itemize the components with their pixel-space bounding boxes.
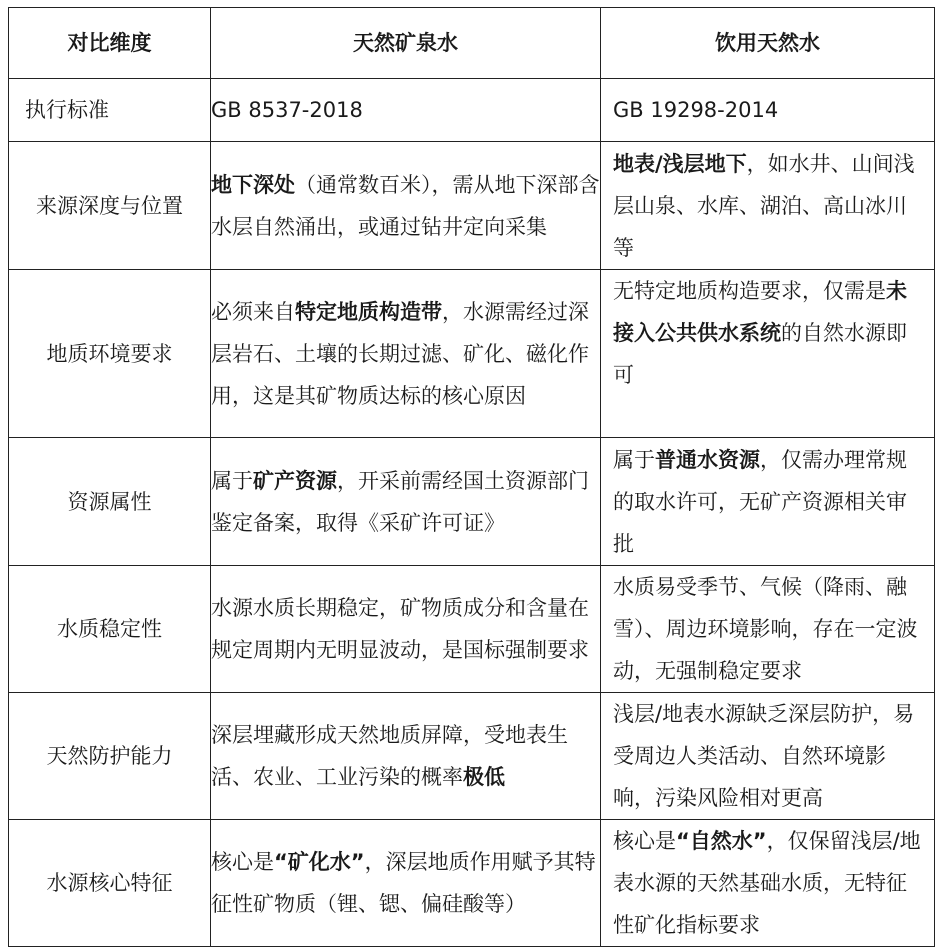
cell-text: 水源水质长期稳定，矿物质成分和含量在规定周期内无明显波动，是国标强制要求 — [211, 596, 589, 662]
cell-text: GB 19298-2014 — [613, 98, 779, 122]
mineral-cell — [211, 566, 601, 693]
cell-text: （通常数百米），需从地下深部含水层自然涌出，或通过钻井定向采集 — [211, 172, 600, 239]
emphasis-text: “自然水” — [676, 829, 767, 853]
mineral-cell — [211, 820, 601, 947]
table-row — [9, 79, 935, 142]
cell-text: ，水源需经过深层岩石、土壤的长期过滤、矿化、磁化作用，这是其矿物质达标的核心原因 — [211, 299, 589, 408]
table-row — [9, 142, 935, 270]
emphasis-text: 特定地质构造带 — [295, 299, 442, 324]
dimension-cell: 地质环境要求 — [9, 270, 211, 438]
header-mineral-water: 天然矿泉水 — [211, 8, 601, 79]
cell-text: 必须来自 — [211, 299, 295, 324]
dimension-cell: 执行标准 — [9, 79, 211, 142]
cell-text: 核心是 — [613, 829, 676, 853]
table-row — [9, 270, 935, 438]
dimension-cell: 水质稳定性 — [9, 566, 211, 693]
emphasis-text: “矿化水” — [274, 850, 365, 874]
header-row — [9, 8, 935, 79]
drinking-cell — [601, 438, 935, 566]
cell-text: 深层埋藏形成天然地质屏障，受地表生活、农业、工业污染的概率 — [211, 723, 568, 789]
table-row — [9, 820, 935, 947]
dimension-cell: 水源核心特征 — [9, 820, 211, 947]
header-dimension: 对比维度 — [9, 8, 211, 79]
table-row — [9, 438, 935, 566]
cell-text: 属于 — [211, 468, 253, 493]
drinking-cell — [601, 270, 935, 438]
mineral-cell — [211, 270, 601, 438]
cell-text: 的自然水源即可 — [613, 321, 907, 387]
drinking-cell — [601, 142, 935, 270]
header-natural-drinking-water: 饮用天然水 — [601, 8, 935, 79]
dimension-cell: 资源属性 — [9, 438, 211, 566]
table-row — [9, 566, 935, 693]
cell-text: ，开采前需经国土资源部门鉴定备案，取得《采矿许可证》 — [211, 468, 589, 535]
mineral-cell — [211, 79, 601, 142]
emphasis-text: 普通水资源 — [655, 447, 760, 472]
dimension-cell: 来源深度与位置 — [9, 142, 211, 270]
cell-text: ，如水井、山间浅层山泉、水库、湖泊、高山冰川等 — [613, 151, 915, 260]
comparison-table — [8, 7, 935, 947]
emphasis-text: 矿产资源 — [253, 468, 337, 493]
dimension-cell: 天然防护能力 — [9, 693, 211, 820]
emphasis-text: 极低 — [463, 765, 505, 789]
drinking-cell — [601, 820, 935, 947]
drinking-cell — [601, 566, 935, 693]
cell-text: ，仅需办理常规的取水许可，无矿产资源相关审批 — [613, 447, 907, 556]
cell-text: GB 8537-2018 — [211, 98, 363, 122]
emphasis-text: 地表/浅层地下 — [613, 151, 747, 176]
cell-text: 浅层/地表水源缺乏深层防护，易受周边人类活动、自然环境影响，污染风险相对更高 — [613, 702, 915, 810]
cell-text: ，深层地质作用赋予其特征性矿物质（锂、锶、偏硅酸等） — [211, 850, 596, 916]
emphasis-text: 地下深处 — [211, 172, 295, 197]
table-row — [9, 693, 935, 820]
emphasis-text: 未接入公共供水系统 — [613, 279, 907, 345]
cell-text: 无特定地质构造要求，仅需是 — [613, 279, 886, 303]
cell-text: 水质易受季节、气候（降雨、融雪）、周边环境影响，存在一定波动，无强制稳定要求 — [613, 575, 918, 683]
cell-text: 属于 — [613, 447, 655, 472]
mineral-cell — [211, 438, 601, 566]
mineral-cell — [211, 693, 601, 820]
drinking-cell — [601, 79, 935, 142]
cell-text: ，仅保留浅层/地表水源的天然基础水质，无特征性矿化指标要求 — [613, 829, 921, 937]
drinking-cell — [601, 693, 935, 820]
mineral-cell — [211, 142, 601, 270]
cell-text: 核心是 — [211, 850, 274, 874]
